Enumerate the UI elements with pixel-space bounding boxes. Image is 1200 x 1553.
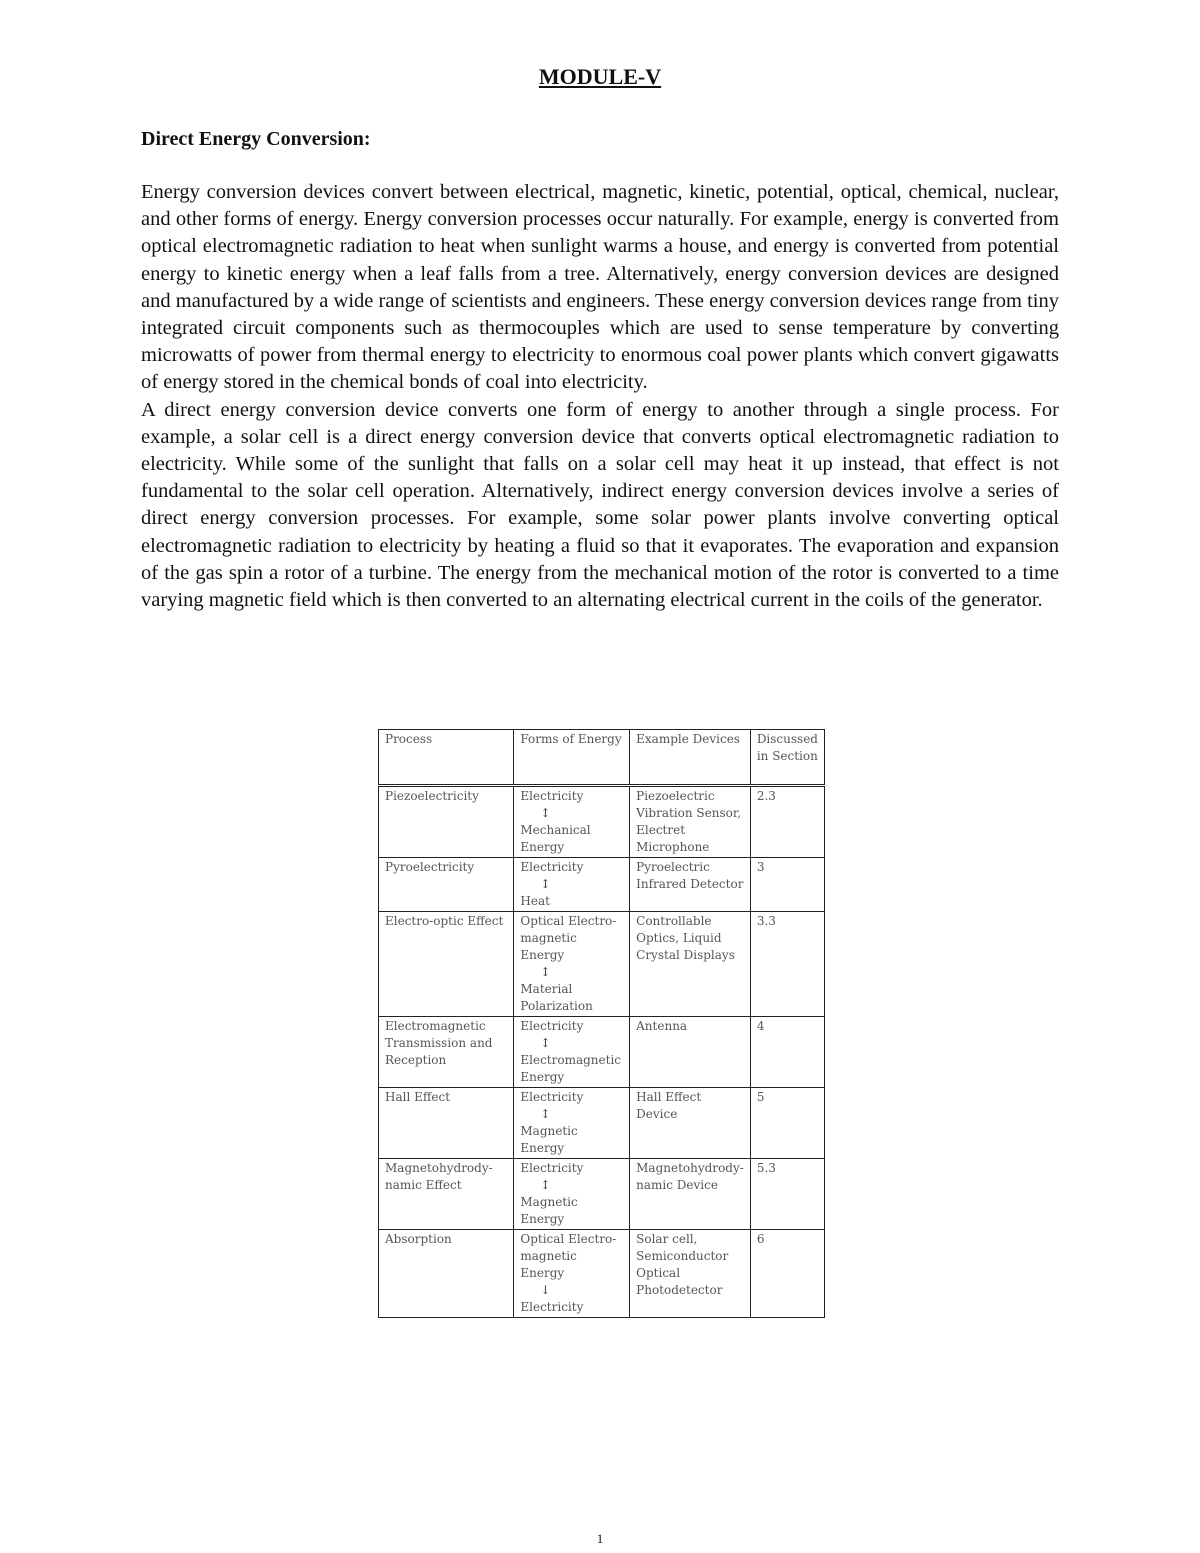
header-forms-of-energy: Forms of Energy [514,730,630,786]
cell-forms [514,858,630,912]
form-to: Magnetic Energy [520,1195,578,1226]
cell-process: Absorption [379,1230,514,1318]
cell-process: Pyroelectricity [379,858,514,912]
cell-process: Piezoelectricity [379,786,514,858]
table-row [379,858,825,912]
form-to: Magnetic Energy [520,1124,578,1155]
header-process: Process [379,730,514,786]
cell-section: 5.3 [750,1159,824,1230]
bidirectional-arrow-icon: ↕ [540,1178,551,1192]
cell-forms [514,1017,630,1088]
cell-forms [514,1159,630,1230]
form-from: Electricity [520,860,584,874]
table-row [379,786,825,858]
cell-section: 3.3 [750,912,824,1017]
cell-process: Electro-optic Effect [379,912,514,1017]
cell-forms [514,1088,630,1159]
cell-section: 5 [750,1088,824,1159]
form-from: Electricity [520,1090,584,1104]
form-to: Heat [520,894,550,908]
cell-devices: Piezoelectric Vibration Sensor, Electret Microphone [630,786,751,858]
bidirectional-arrow-icon: ↕ [540,877,551,891]
table-row [379,912,825,1017]
cell-devices: Magnetohydrody-namic Device [630,1159,751,1230]
cell-forms [514,1230,630,1318]
form-from: Electricity [520,789,584,803]
table-row [379,1230,825,1318]
cell-devices: Antenna [630,1017,751,1088]
section-heading: Direct Energy Conversion: [141,128,371,150]
form-from: Optical Electro-magnetic Energy [520,1232,617,1280]
form-from: Electricity [520,1019,584,1033]
paragraph-1: Energy conversion devices convert between electrical, magnetic, kinetic, potential, optical, chemical, nuclear, and other forms of energy. Energy conversion processes occur naturally. For example, energy is converted from optical electromagnetic radiation to heat when sunlight warms a house, and energy is converted from potential energy to kinetic energy when a leaf falls from a tree. Alternatively, energy conversion devices are designed and manufactured by a wide range of scientists and engineers. These energy conversion devices range from tiny integrated circuit components such as thermocouples which are used to sense temperature by converting microwatts of power from thermal energy to electricity to enormous coal power plants which convert gigawatts of energy stored in the chemical bonds of coal into electricity. [141,181,1059,394]
cell-forms [514,912,630,1017]
form-to: Material Polarization [520,982,593,1013]
cell-process: Electromagnetic Transmission and Reception [379,1017,514,1088]
bidirectional-arrow-icon: ↕ [540,806,551,820]
cell-section: 2.3 [750,786,824,858]
header-example-devices: Example Devices [630,730,751,786]
cell-devices: Solar cell, Semiconductor Optical Photodetector [630,1230,751,1318]
bidirectional-arrow-icon: ↕ [540,1107,551,1121]
cell-section: 3 [750,858,824,912]
cell-devices: Pyroelectric Infrared Detector [630,858,751,912]
page-number: 1 [596,1531,604,1546]
cell-section: 6 [750,1230,824,1318]
paragraph-2: A direct energy conversion device converts one form of energy to another through a single process. For example, a solar cell is a direct energy conversion device that converts optical electromagnetic radiation to electricity. While some of the sunlight that falls on a solar cell may heat it up instead, that effect is not fundamental to the solar cell operation. Alternatively, indirect energy conversion devices involve a series of direct energy conversion processes. For example, some solar power plants involve converting optical electromagnetic radiation to electricity by heating a fluid so that it evaporates. The evaporation and expansion of the gas spin a rotor of a turbine. The energy from the mechanical motion of the rotor is converted to a time varying magnetic field which is then converted to an alternating electrical current in the coils of the generator. [141,398,1059,612]
table-row [379,1159,825,1230]
form-to: Electromagnetic Energy [520,1053,622,1084]
bidirectional-arrow-icon: ↕ [540,1036,551,1050]
form-to: Electricity [520,1300,584,1314]
cell-process: Hall Effect [379,1088,514,1159]
header-discussed-section: Discussed in Section [750,730,824,786]
table-row [379,1017,825,1088]
cell-process: Magnetohydrody-namic Effect [379,1159,514,1230]
form-from: Optical Electro-magnetic Energy [520,914,617,962]
table-row [379,1088,825,1159]
body-text [141,179,1059,614]
down-arrow-icon: ↓ [540,1283,551,1297]
form-from: Electricity [520,1161,584,1175]
form-to: Mechanical Energy [520,823,591,854]
cell-devices: Controllable Optics, Liquid Crystal Displays [630,912,751,1017]
module-title: MODULE-V [538,64,662,89]
energy-conversion-table [378,729,825,1318]
cell-forms [514,786,630,858]
cell-section: 4 [750,1017,824,1088]
bidirectional-arrow-icon: ↕ [540,965,551,979]
cell-devices: Hall Effect Device [630,1088,751,1159]
table-header-row [379,730,825,786]
